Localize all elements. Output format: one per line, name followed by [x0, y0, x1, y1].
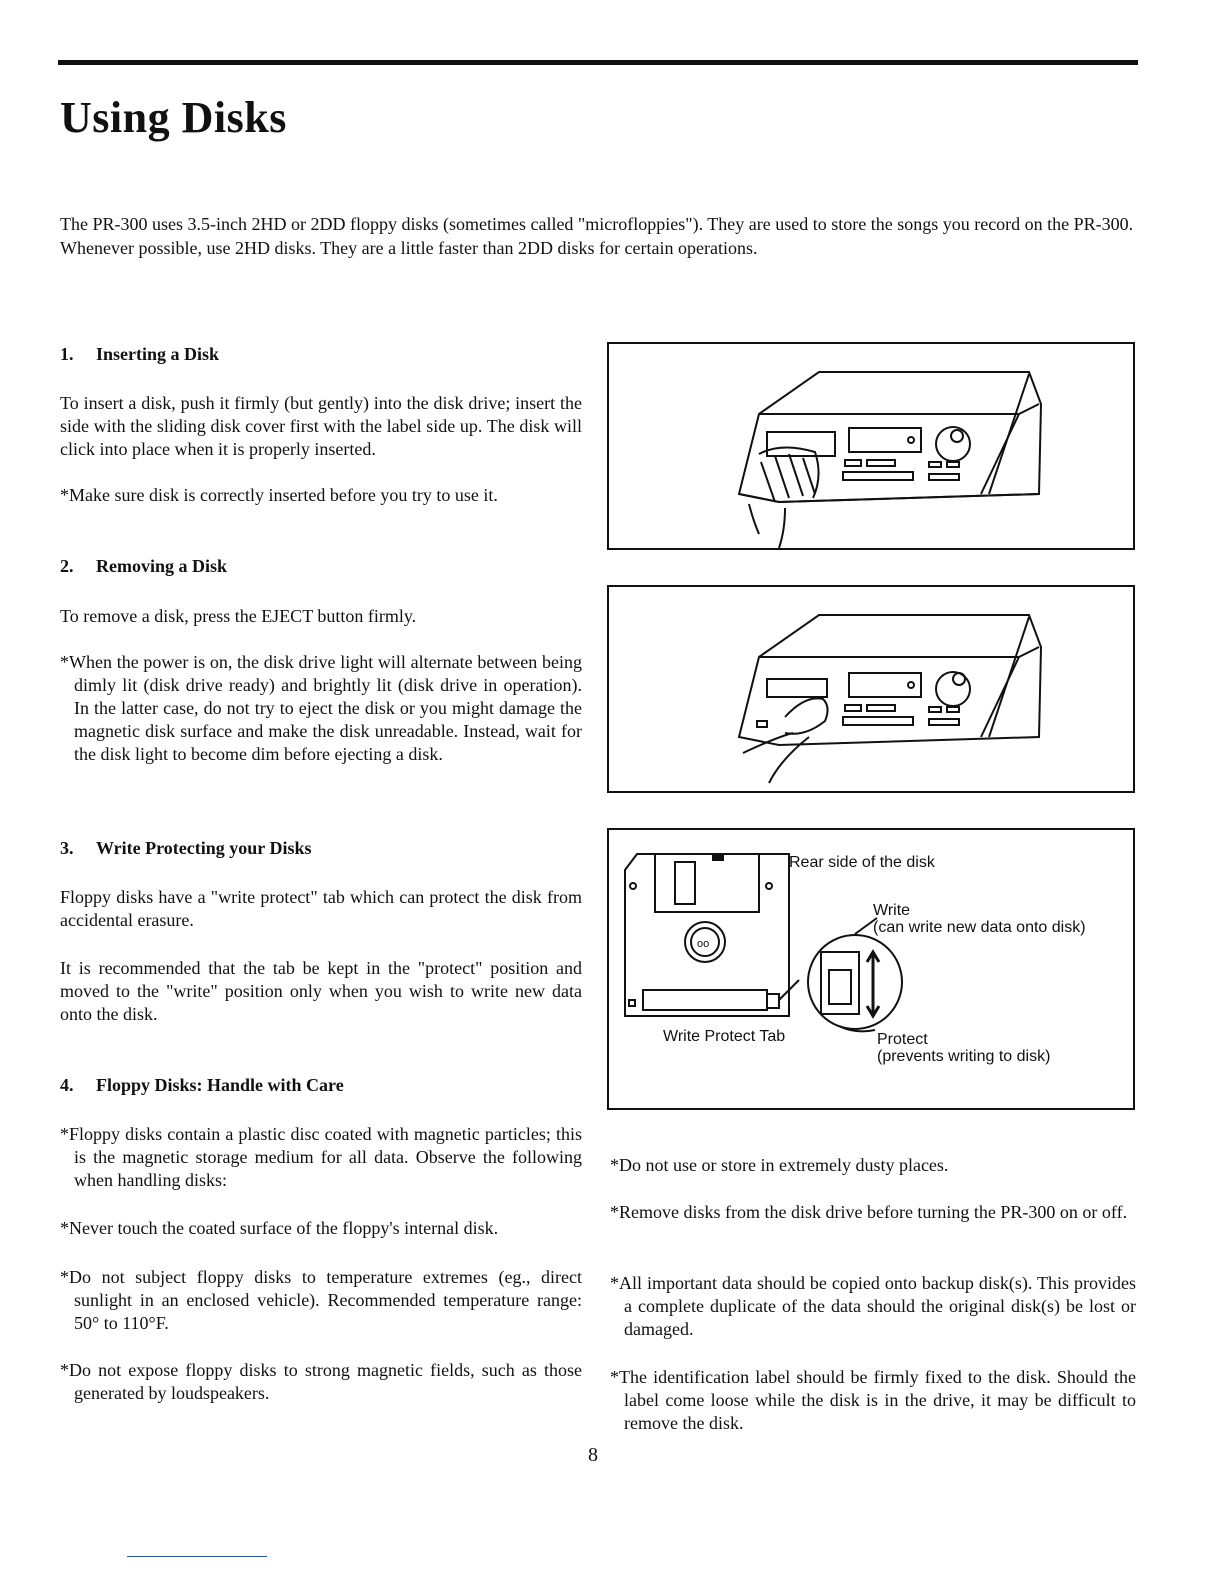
protect-label: Protect — [877, 1031, 928, 1048]
write-description: (can write new data onto disk) — [873, 919, 1086, 936]
section-heading-inserting — [60, 344, 219, 365]
section-title: Inserting a Disk — [96, 344, 220, 364]
care-note: *All important data should be copied onto backup disk(s). This provides a complete duplicate of the data should the original disk(s) be lost or damaged. — [610, 1273, 1136, 1339]
care-note: *The identification label should be firmly fixed to the disk. Should the label come loose while the disk is in the drive, it may be difficult to remove the disk. — [610, 1367, 1136, 1433]
rear-side-label: Rear side of the disk — [789, 854, 935, 871]
care-note: *Floppy disks contain a plastic disc coated with magnetic particles; this is the magnetic storage medium for all data. Observe the following when handling disks: — [60, 1124, 582, 1190]
page-number: 8 — [588, 1444, 598, 1466]
section-number: 3. — [60, 838, 74, 858]
section-body-removing: To remove a disk, press the EJECT button firmly. — [60, 606, 417, 626]
write-label: Write — [873, 902, 911, 919]
section-heading-write-protect — [60, 838, 311, 859]
page-title: Using Disks — [60, 93, 287, 142]
care-note: *Remove disks from the disk drive before turning the PR-300 on or off. — [610, 1202, 1128, 1222]
section-heading-handle-care — [60, 1075, 344, 1096]
section-number: 1. — [60, 344, 74, 364]
section-note-removing: *When the power is on, the disk drive light will alternate between being dimly lit (disk drive ready) and brightly lit (disk drive in operation). In the latter case, do not try to eject the disk or you might damage the magnetic disk surface and make the disk unreadable. Instead, wait for the disk light to become dim before ejecting a disk. — [60, 652, 582, 764]
section-title: Floppy Disks: Handle with Care — [96, 1075, 344, 1095]
care-note: *Do not use or store in extremely dusty places. — [610, 1155, 949, 1175]
protect-description: (prevents writing to disk) — [877, 1048, 1051, 1065]
svg-text:oo: oo — [697, 938, 710, 950]
section-body2-write-protect: It is recommended that the tab be kept in the "protect" position and moved to the "write" position only when you wish to write new data onto the disk. — [60, 958, 582, 1024]
care-note: *Do not subject floppy disks to temperature extremes (eg., direct sunlight in an enclosed vehicle). Recommended temperature range: 50° to 110°F. — [60, 1267, 582, 1333]
section-title: Removing a Disk — [96, 556, 228, 576]
section-number: 2. — [60, 556, 74, 576]
section-title: Write Protecting your Disks — [96, 838, 312, 858]
figure-write-protect — [607, 828, 1135, 1110]
section-heading-removing — [60, 556, 227, 577]
care-note: *Do not expose floppy disks to strong magnetic fields, such as those generated by loudspeakers. — [60, 1360, 582, 1403]
insert-disk-illustration — [609, 344, 1133, 548]
section-body-inserting: To insert a disk, push it firmly (but gently) into the disk drive; insert the side with the sliding disk cover first with the label side up. The disk will click into place when it is properly inserted. — [60, 393, 582, 459]
write-protect-tab-label: Write Protect Tab — [663, 1028, 786, 1045]
section-note-inserting: *Make sure disk is correctly inserted before you try to use it. — [60, 485, 498, 505]
section-number: 4. — [60, 1075, 74, 1095]
footer-line — [127, 1556, 267, 1557]
section-body-write-protect: Floppy disks have a "write protect" tab which can protect the disk from accidental erasure. — [60, 887, 582, 930]
intro-paragraph: The PR-300 uses 3.5-inch 2HD or 2DD floppy disks (sometimes called "microfloppies"). They are used to store the songs you record on the PR-300. Whenever possible, use 2HD disks. They are a little faster than 2DD disks for certain operations. — [60, 214, 1134, 258]
figure-inserting-disk — [607, 342, 1135, 550]
care-note: *Never touch the coated surface of the floppy's internal disk. — [60, 1218, 499, 1238]
eject-disk-illustration — [609, 587, 1133, 791]
figure-removing-disk — [607, 585, 1135, 793]
top-rule — [58, 60, 1138, 65]
